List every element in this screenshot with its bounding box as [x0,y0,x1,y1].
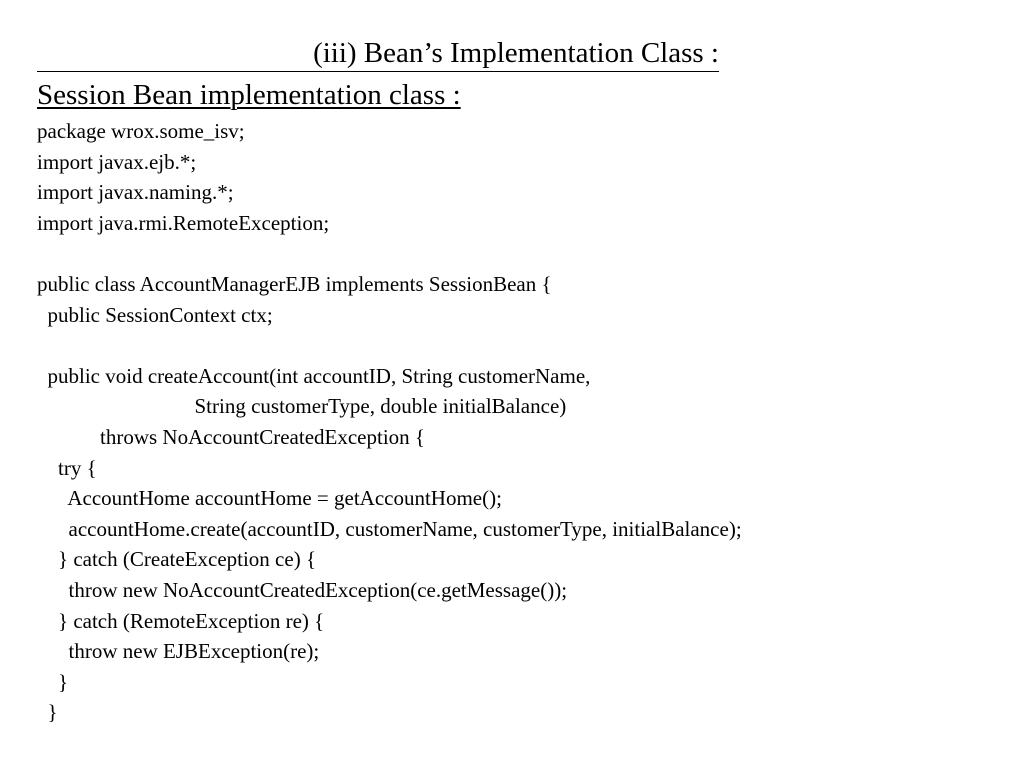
code-line: } [37,669,69,694]
slide-title: (iii) Bean’s Implementation Class : [313,37,719,69]
code-line [37,238,742,269]
code-line: public class AccountManagerEJB implements SessionBean { [37,271,552,296]
code-line: public SessionContext ctx; [37,302,273,327]
code-line: } catch (CreateException ce) { [37,547,317,572]
code-line: throw new EJBException(re); [37,639,320,664]
code-line: String customerType, double initialBalance) [37,394,567,419]
code-line: throw new NoAccountCreatedException(ce.getMessage()); [37,577,568,602]
code-line: } catch (RemoteException re) { [37,608,325,633]
slide-title-underline [37,36,719,72]
code-listing [37,116,742,728]
code-line: AccountHome accountHome = getAccountHome(); [37,486,502,511]
slide-subtitle: Session Bean implementation class : [37,79,461,111]
code-line: accountHome.create(accountID, customerName, customerType, initialBalance); [37,516,742,541]
code-line [37,330,742,361]
code-line: public void createAccount(int accountID, String customerName, [37,363,591,388]
code-line: import javax.ejb.*; [37,149,197,174]
code-line: import javax.naming.*; [37,180,234,205]
code-line: } [37,700,58,725]
code-line: throws NoAccountCreatedException { [37,424,425,449]
code-line: package wrox.some_isv; [37,119,245,143]
code-line: import java.rmi.RemoteException; [37,210,330,235]
code-line: try { [37,455,97,480]
